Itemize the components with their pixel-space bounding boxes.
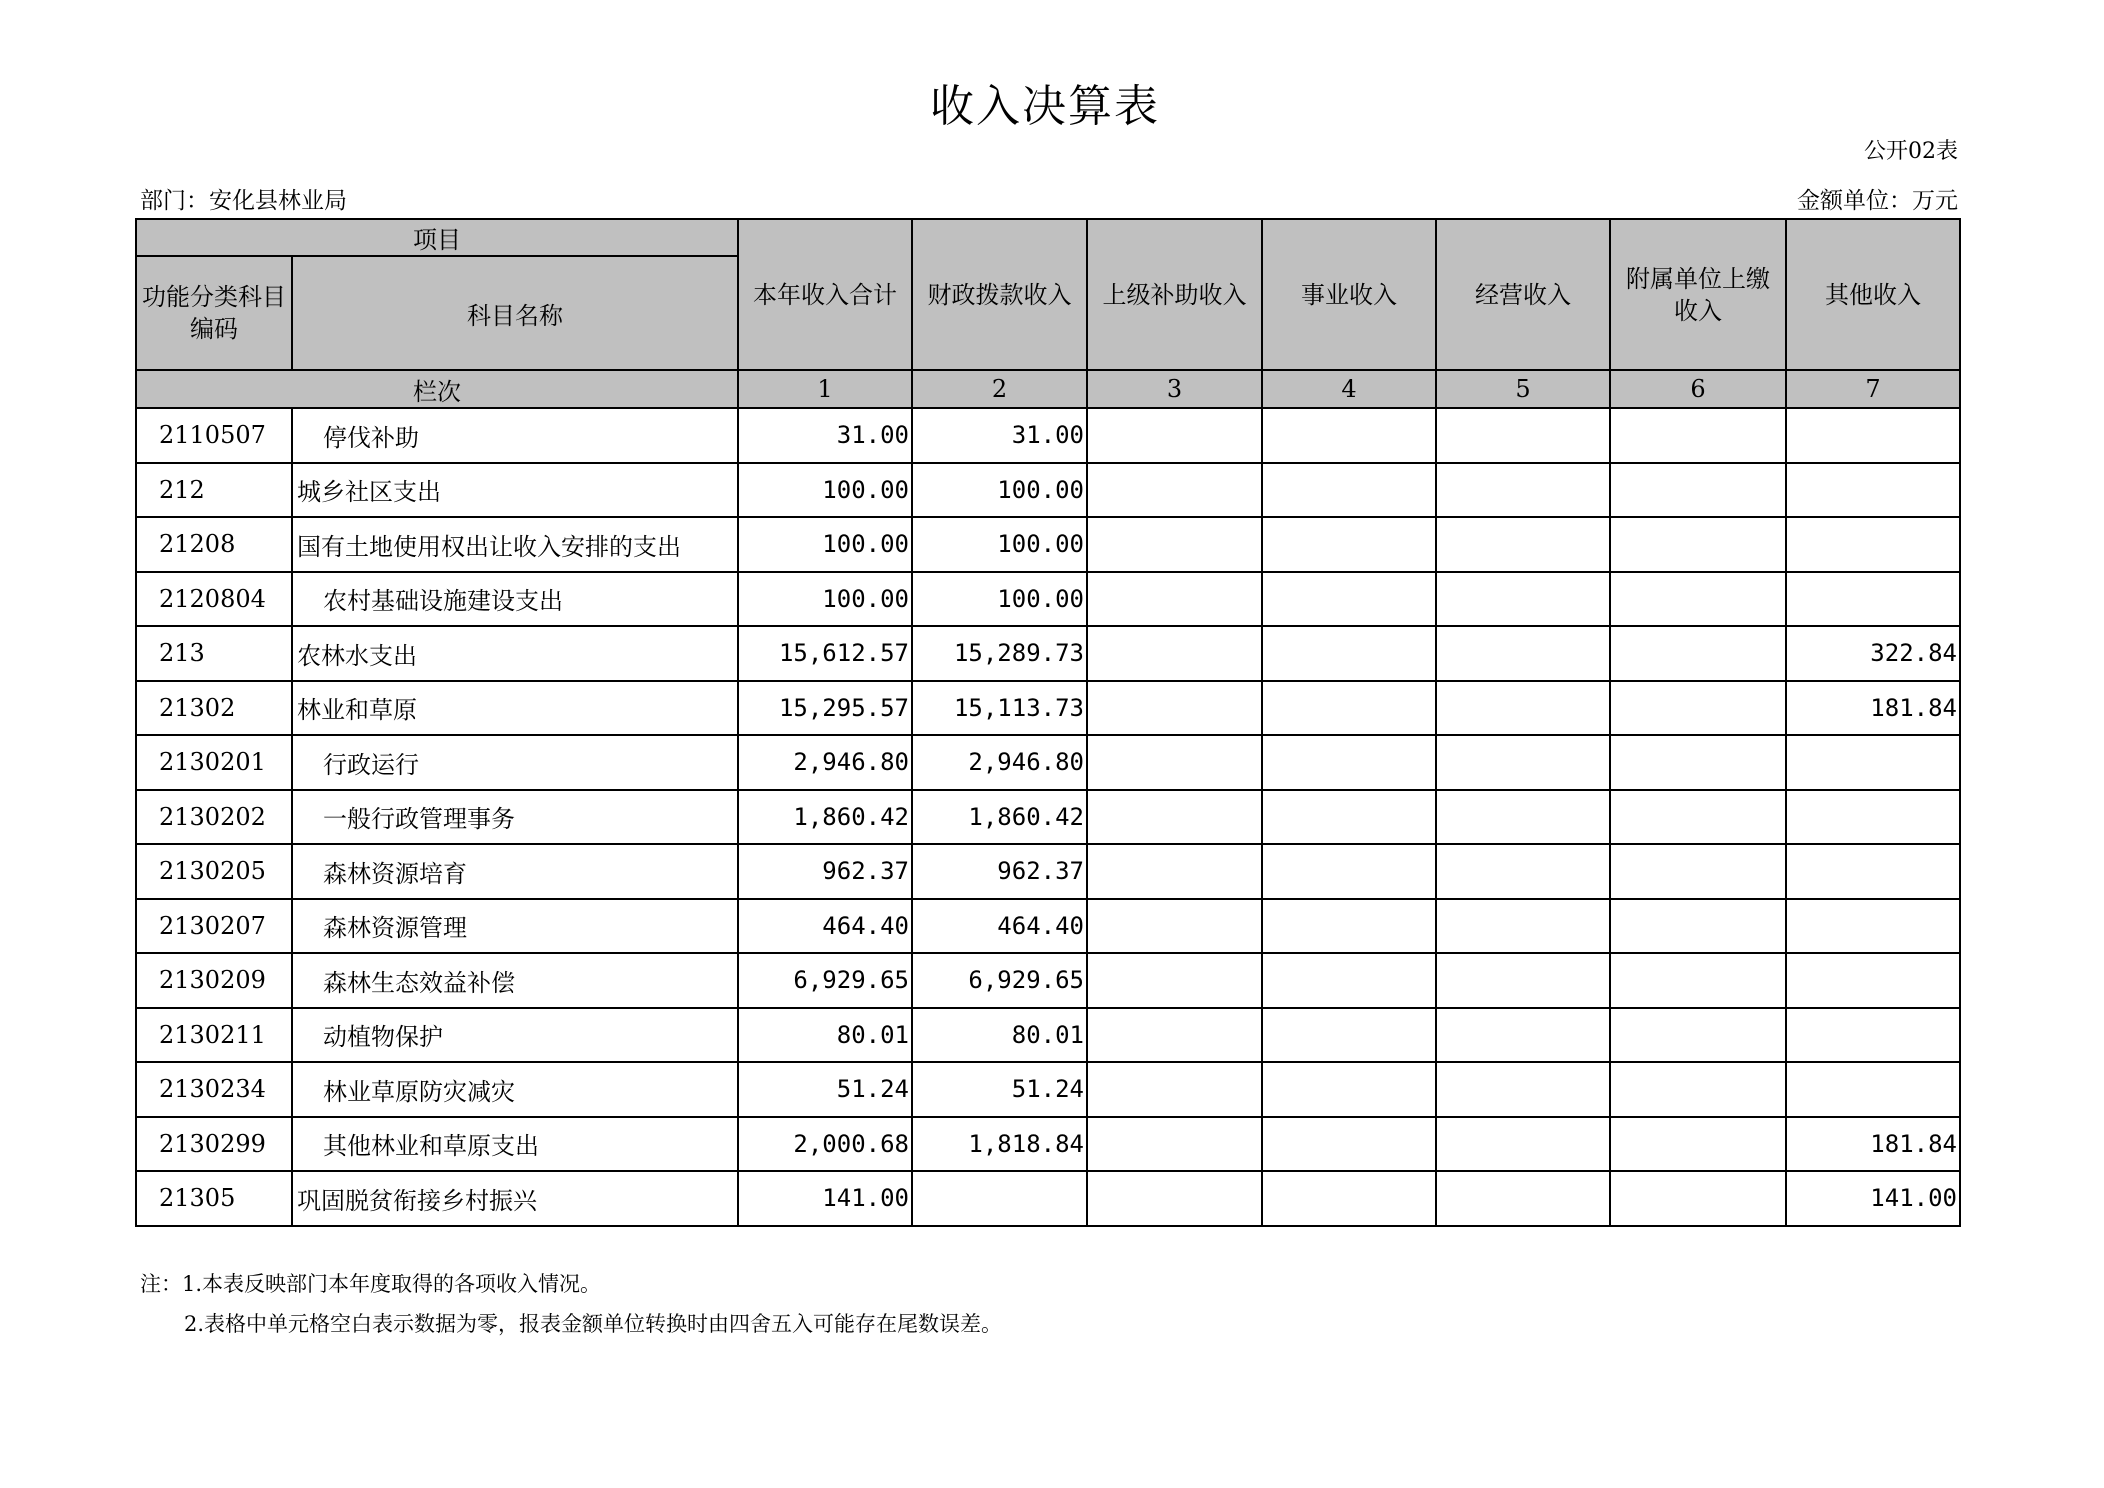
cell-name: 巩固脱贫衔接乡村振兴 [292, 1171, 738, 1226]
cell-code: 212 [136, 463, 292, 518]
cell-value [1087, 899, 1262, 954]
form-number: 公开02表 [1864, 139, 1958, 164]
cell-name: 国有土地使用权出让收入安排的支出 [292, 517, 738, 572]
table-row [136, 463, 1960, 518]
cell-value: 100.00 [912, 572, 1087, 627]
cell-code: 2130207 [136, 899, 292, 954]
cell-name: 林业和草原 [292, 681, 738, 736]
cell-value: 100.00 [738, 463, 912, 518]
cell-value [1436, 681, 1610, 736]
table-row [136, 735, 1960, 790]
cell-value: 100.00 [912, 463, 1087, 518]
cell-value [1087, 1171, 1262, 1226]
cell-value [1786, 572, 1960, 627]
cell-value [1610, 572, 1786, 627]
cell-code: 2130234 [136, 1062, 292, 1117]
cell-value: 80.01 [912, 1008, 1087, 1063]
cell-name: 森林资源培育 [292, 844, 738, 899]
cell-code: 2130211 [136, 1008, 292, 1063]
cell-value: 15,113.73 [912, 681, 1087, 736]
header-col-fiscal: 财政拨款收入 [912, 219, 1087, 370]
col-num: 3 [1087, 370, 1262, 408]
cell-value: 181.84 [1786, 1117, 1960, 1172]
cell-value [1610, 408, 1786, 463]
cell-value [1436, 1171, 1610, 1226]
cell-value [1087, 1117, 1262, 1172]
cell-name: 农村基础设施建设支出 [292, 572, 738, 627]
cell-value [1786, 735, 1960, 790]
page-title: 收入决算表 [930, 81, 1160, 132]
cell-value [1262, 1171, 1436, 1226]
header-row-label: 栏次 [136, 370, 738, 408]
cell-value [1262, 463, 1436, 518]
cell-value [1436, 1117, 1610, 1172]
cell-value [1087, 844, 1262, 899]
cell-value: 2,000.68 [738, 1117, 912, 1172]
cell-value [1087, 681, 1262, 736]
cell-value [1610, 681, 1786, 736]
table-body [136, 408, 1960, 1226]
cell-value [1262, 899, 1436, 954]
cell-value: 15,289.73 [912, 626, 1087, 681]
cell-value: 962.37 [912, 844, 1087, 899]
cell-value [1087, 790, 1262, 845]
income-table [135, 218, 1961, 1227]
cell-value [1087, 735, 1262, 790]
cell-code: 2130209 [136, 953, 292, 1008]
table-row [136, 1062, 1960, 1117]
cell-value: 141.00 [738, 1171, 912, 1226]
cell-value: 322.84 [1786, 626, 1960, 681]
cell-value [1610, 463, 1786, 518]
col-num: 4 [1262, 370, 1436, 408]
cell-code: 213 [136, 626, 292, 681]
cell-value: 31.00 [738, 408, 912, 463]
cell-value [1262, 1117, 1436, 1172]
cell-name: 其他林业和草原支出 [292, 1117, 738, 1172]
cell-value [1436, 790, 1610, 845]
cell-value [1786, 1008, 1960, 1063]
cell-code: 2130205 [136, 844, 292, 899]
table-row [136, 681, 1960, 736]
table-row [136, 1171, 1960, 1226]
cell-value [1436, 735, 1610, 790]
cell-code: 2130202 [136, 790, 292, 845]
cell-value [1262, 517, 1436, 572]
cell-value [1436, 899, 1610, 954]
cell-name: 农林水支出 [292, 626, 738, 681]
cell-value [1436, 953, 1610, 1008]
col-num: 1 [738, 370, 912, 408]
cell-value [1786, 517, 1960, 572]
cell-value [1262, 953, 1436, 1008]
cell-value [1262, 735, 1436, 790]
cell-value [1262, 408, 1436, 463]
cell-value [1087, 1008, 1262, 1063]
cell-value [1087, 517, 1262, 572]
cell-name: 一般行政管理事务 [292, 790, 738, 845]
cell-value [1436, 408, 1610, 463]
col-num: 6 [1610, 370, 1786, 408]
cell-value: 31.00 [912, 408, 1087, 463]
notes [140, 1264, 1002, 1344]
cell-code: 2130201 [136, 735, 292, 790]
cell-value [1786, 899, 1960, 954]
header-col-other: 其他收入 [1786, 219, 1960, 370]
cell-value: 464.40 [738, 899, 912, 954]
cell-value [1786, 844, 1960, 899]
cell-value [1610, 735, 1786, 790]
cell-value [912, 1171, 1087, 1226]
cell-value [1610, 953, 1786, 1008]
cell-value [1436, 517, 1610, 572]
cell-value: 962.37 [738, 844, 912, 899]
cell-value [1087, 572, 1262, 627]
cell-value [1786, 1062, 1960, 1117]
cell-value: 181.84 [1786, 681, 1960, 736]
cell-value [1262, 572, 1436, 627]
cell-value: 100.00 [738, 517, 912, 572]
cell-value: 6,929.65 [912, 953, 1087, 1008]
table-row [136, 790, 1960, 845]
cell-name: 动植物保护 [292, 1008, 738, 1063]
header-col-total: 本年收入合计 [738, 219, 912, 370]
cell-value: 80.01 [738, 1008, 912, 1063]
col-num: 2 [912, 370, 1087, 408]
cell-value [1262, 1008, 1436, 1063]
cell-value [1610, 517, 1786, 572]
cell-value [1786, 953, 1960, 1008]
cell-value: 6,929.65 [738, 953, 912, 1008]
note-2: 2.表格中单元格空白表示数据为零，报表金额单位转换时由四舍五入可能存在尾数误差。 [184, 1312, 1003, 1336]
table-row [136, 1008, 1960, 1063]
department-label: 部门：安化县林业局 [140, 188, 347, 214]
cell-value [1610, 1117, 1786, 1172]
cell-value [1436, 463, 1610, 518]
cell-value [1786, 408, 1960, 463]
header-col-affiliated: 附属单位上缴收入 [1610, 219, 1786, 370]
table-row [136, 408, 1960, 463]
cell-value: 100.00 [738, 572, 912, 627]
cell-value: 2,946.80 [738, 735, 912, 790]
col-num: 7 [1786, 370, 1960, 408]
amount-unit-label: 金额单位：万元 [1797, 188, 1958, 214]
cell-value [1436, 572, 1610, 627]
cell-value [1436, 1062, 1610, 1117]
header-project: 项目 [136, 219, 738, 256]
cell-value: 1,860.42 [912, 790, 1087, 845]
table-row [136, 899, 1960, 954]
cell-name: 行政运行 [292, 735, 738, 790]
cell-value [1262, 681, 1436, 736]
cell-value [1262, 844, 1436, 899]
table-row [136, 572, 1960, 627]
cell-name: 森林生态效益补偿 [292, 953, 738, 1008]
cell-value [1087, 626, 1262, 681]
col-num: 5 [1436, 370, 1610, 408]
cell-value [1262, 790, 1436, 845]
cell-value [1610, 844, 1786, 899]
cell-code: 2120804 [136, 572, 292, 627]
cell-value: 51.24 [912, 1062, 1087, 1117]
cell-value [1610, 1062, 1786, 1117]
cell-value [1610, 626, 1786, 681]
cell-value: 15,295.57 [738, 681, 912, 736]
cell-code: 2110507 [136, 408, 292, 463]
cell-value [1436, 626, 1610, 681]
cell-value [1610, 1008, 1786, 1063]
cell-value: 2,946.80 [912, 735, 1087, 790]
cell-name: 林业草原防灾减灾 [292, 1062, 738, 1117]
cell-value: 1,860.42 [738, 790, 912, 845]
cell-value [1786, 790, 1960, 845]
table-row [136, 844, 1960, 899]
cell-name: 森林资源管理 [292, 899, 738, 954]
cell-code: 21305 [136, 1171, 292, 1226]
cell-value [1786, 463, 1960, 518]
table-row [136, 626, 1960, 681]
header-col-business: 事业收入 [1262, 219, 1436, 370]
cell-value: 51.24 [738, 1062, 912, 1117]
cell-value [1087, 953, 1262, 1008]
cell-value: 141.00 [1786, 1171, 1960, 1226]
cell-value [1610, 899, 1786, 954]
cell-value [1436, 844, 1610, 899]
table-row [136, 953, 1960, 1008]
table-row [136, 1117, 1960, 1172]
cell-name: 停伐补助 [292, 408, 738, 463]
cell-value: 464.40 [912, 899, 1087, 954]
cell-name: 城乡社区支出 [292, 463, 738, 518]
cell-value [1262, 626, 1436, 681]
cell-value: 1,818.84 [912, 1117, 1087, 1172]
cell-code: 21208 [136, 517, 292, 572]
header-col-superior: 上级补助收入 [1087, 219, 1262, 370]
table-row [136, 517, 1960, 572]
cell-value [1087, 1062, 1262, 1117]
note-1: 注：1.本表反映部门本年度取得的各项收入情况。 [140, 1272, 602, 1296]
cell-value: 100.00 [912, 517, 1087, 572]
cell-value [1262, 1062, 1436, 1117]
header-col-operating: 经营收入 [1436, 219, 1610, 370]
header-code: 功能分类科目编码 [136, 256, 292, 370]
cell-value: 15,612.57 [738, 626, 912, 681]
cell-value [1087, 408, 1262, 463]
cell-value [1610, 1171, 1786, 1226]
cell-value [1610, 790, 1786, 845]
cell-value [1087, 463, 1262, 518]
header-name: 科目名称 [292, 256, 738, 370]
cell-value [1436, 1008, 1610, 1063]
cell-code: 21302 [136, 681, 292, 736]
cell-code: 2130299 [136, 1117, 292, 1172]
